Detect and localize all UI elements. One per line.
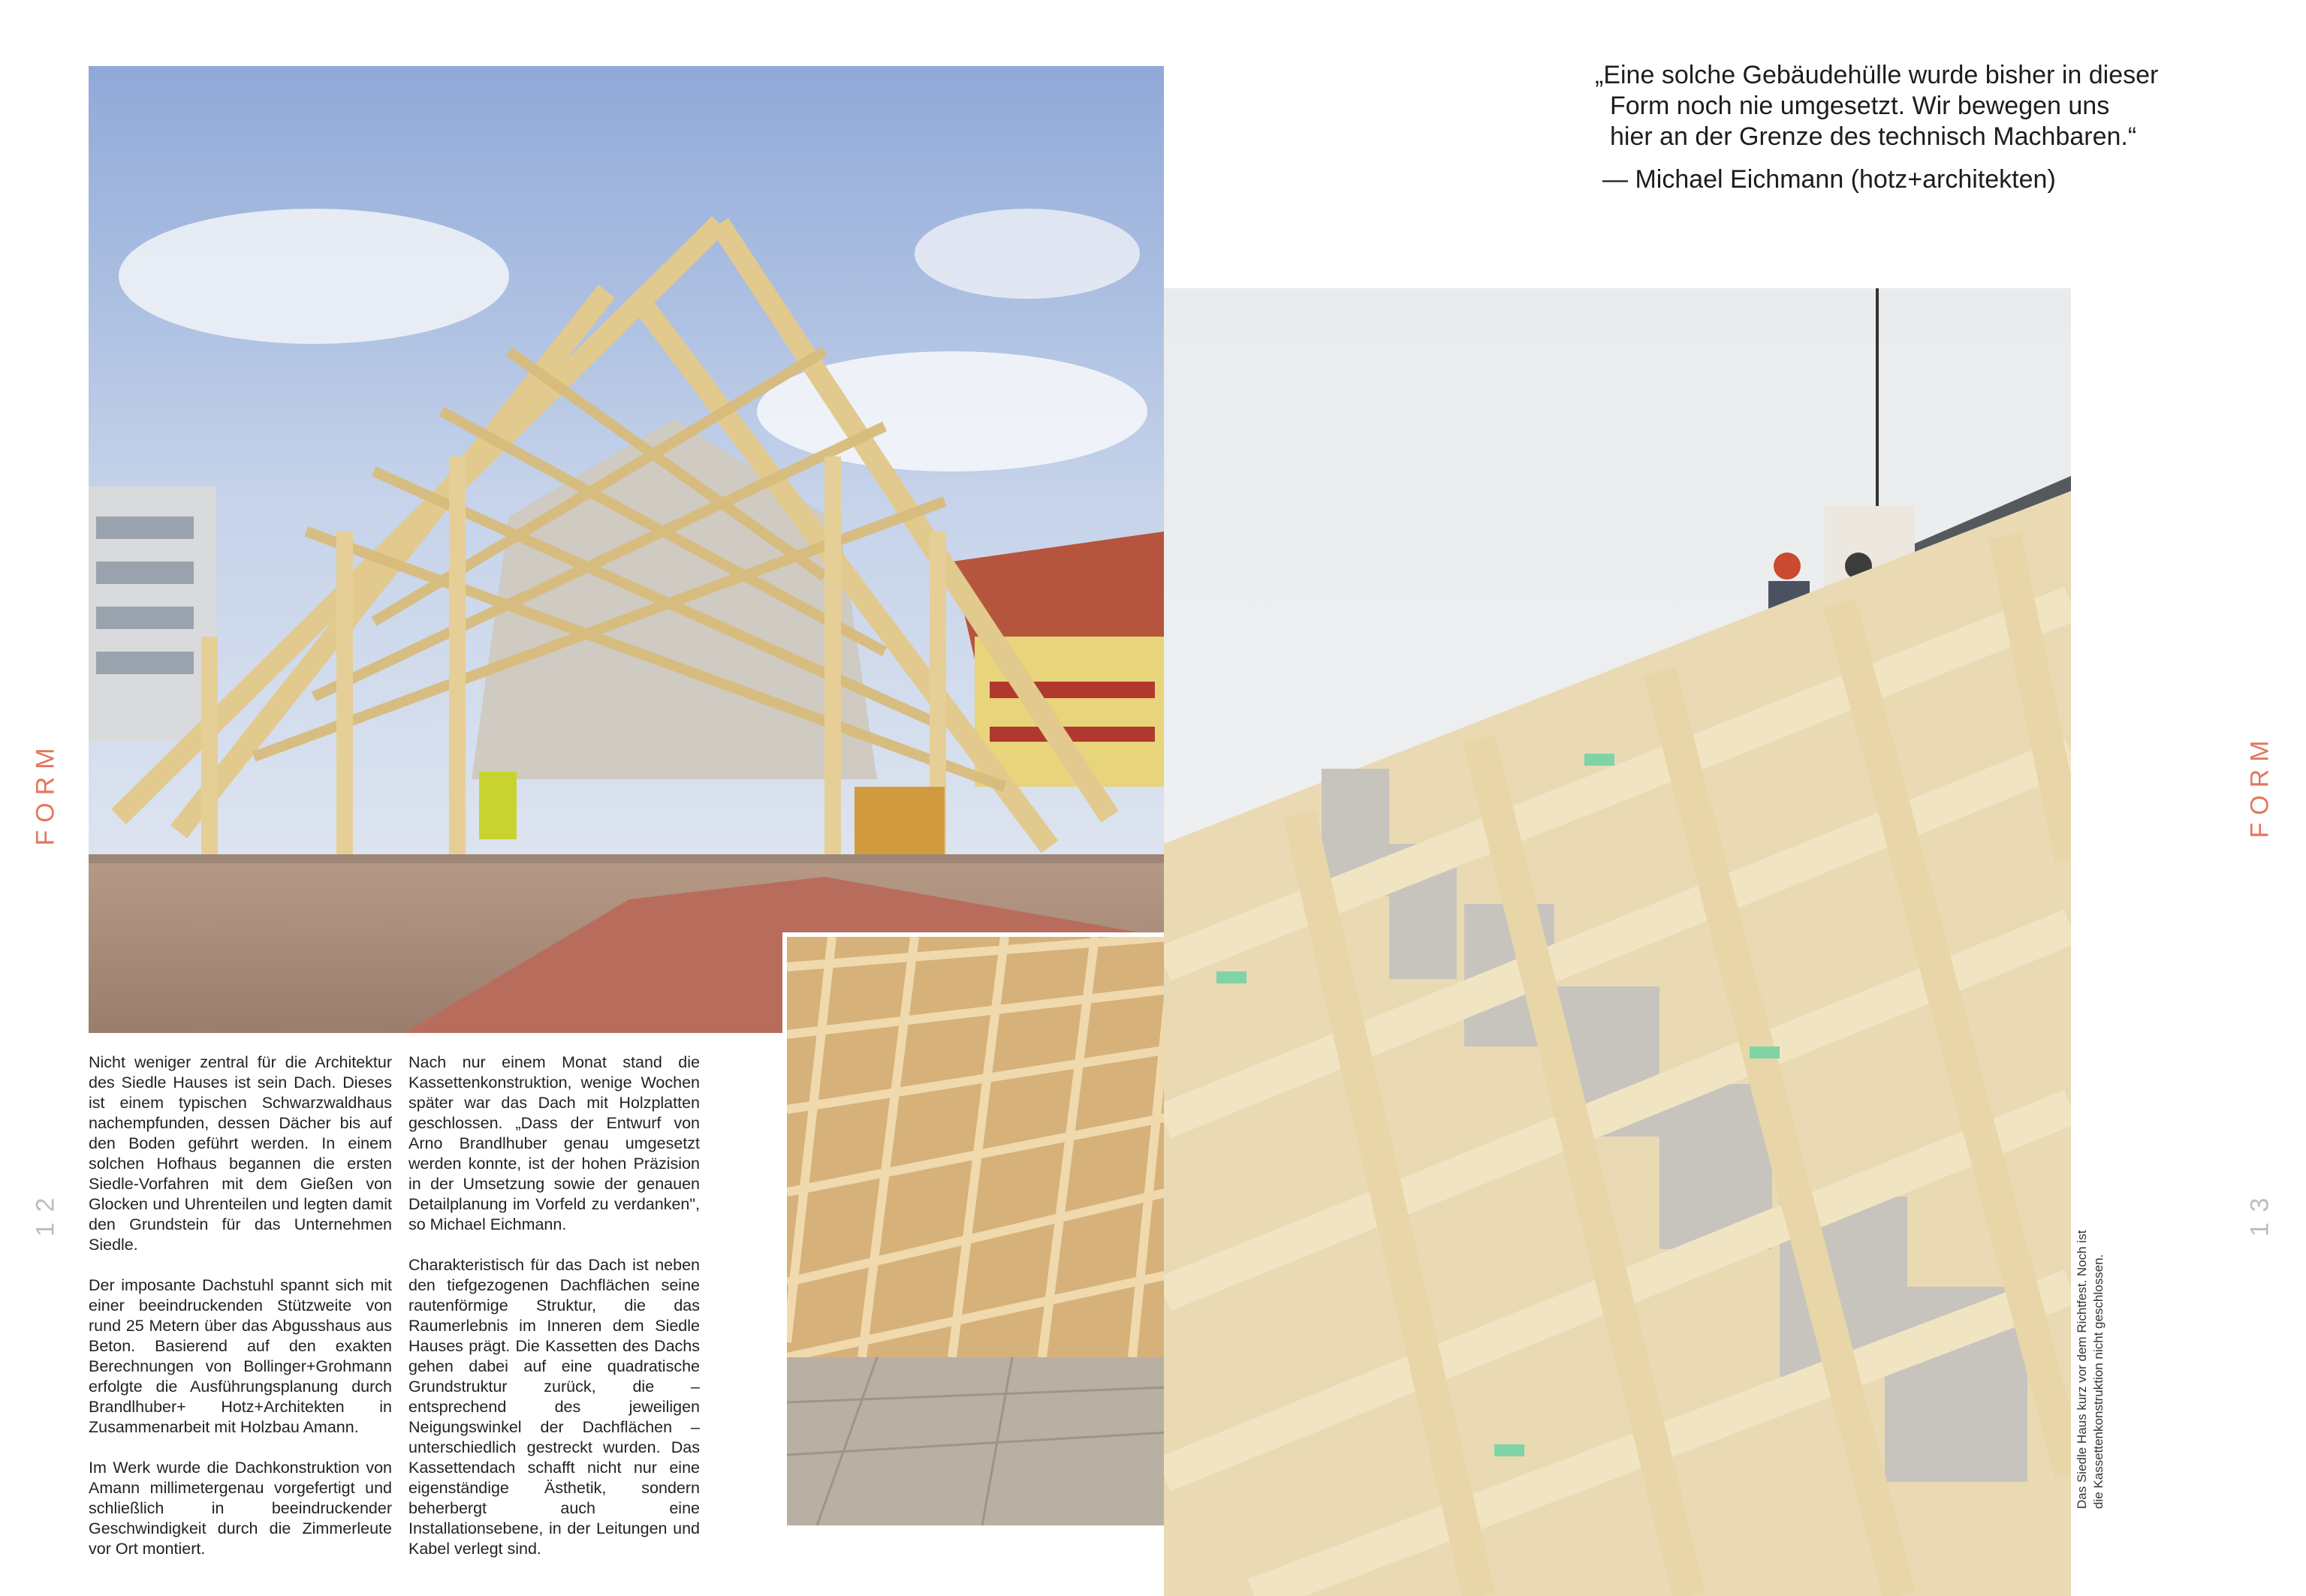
paragraph: Im Werk wurde die Dachkonstruktion von Amann millimetergenau vorgefertigt und schließlich in beeindruckender Geschwindigkeit durch die Zimmerleute vor Ort montiert. <box>89 1459 392 1558</box>
paragraph: Der imposante Dachstuhl spannt sich mit einer beeindruckenden Stützweite von rund 25 Metern über das Abgusshaus aus Beton. Basierend auf den exakten Berechnungen von Bollinger+Grohmann erfolgte die Ausführungsplanung durch Brandlhuber+ Hotz+Architekten in Zusammenarbeit mit Holzbau Amann. <box>89 1276 392 1436</box>
page-number-right: 13 <box>2245 1187 2274 1237</box>
pull-quote <box>1595 60 2271 152</box>
interior-lattice-photo <box>782 932 1168 1525</box>
quote-line: Form noch nie umgesetzt. Wir bewegen uns <box>1610 92 2110 120</box>
caption-line: die Kassettenkonstruktion nicht geschlossen. <box>2091 1254 2106 1509</box>
paragraph: Charakteristisch für das Dach ist neben den tiefgezogenen Dachflächen seine rautenförmige Struktur, die das Raumerlebnis im Inneren dem Siedle Hauses prägt. Die Kassetten des Dachs gehen dabei auf eine quadratische Grundstruktur zurück, die – entsprechend des jeweiligen Neigungswinkel der Dachflächen – unterschiedlich gestreckt wurden. Das Kassettendach schafft nicht nur eine eigenständige Ästhetik, sondern beherbergt auch eine Installationsebene, in der Leitungen und Kabel verlegt sind. <box>408 1256 700 1558</box>
text-column-1 <box>89 1052 392 1579</box>
paragraph: Nicht weniger zentral für die Architektur des Siedle Hauses ist sein Dach. Dieses ist einem typischen Schwarzwaldhaus nachempfunden, dessen Dächer bis auf den Boden geführt werden. In einem solchen Hofhaus begannen die ersten Siedle-Vorfahren mit dem Gießen von Glocken und Uhrenteilen und legten damit den Grundstein für das Unternehmen Siedle. <box>89 1053 392 1254</box>
page-number-left: 12 <box>31 1187 60 1237</box>
roof-construction-photo <box>89 66 1164 1033</box>
photo-caption <box>2074 1230 2107 1509</box>
section-label-left: FORM <box>31 740 60 846</box>
section-label-right: FORM <box>2245 733 2274 839</box>
quote-attribution: — Michael Eichmann (hotz+architekten) <box>1602 165 2056 194</box>
text-column-2 <box>408 1052 700 1579</box>
paragraph: Nach nur einem Monat stand die Kassettenkonstruktion, wenige Wochen später war das Dach mit Holzplatten geschlossen. „Dass der Entwurf von Arno Brandlhuber genau umgesetzt werden konnte, ist der hohen Präzision in der Umsetzung sowie der genauen Detailplanung im Vorfeld zu verdanken", so Michael Eichmann. <box>408 1053 700 1233</box>
quote-line: „Eine solche Gebäudehülle wurde bisher in dieser <box>1595 61 2159 89</box>
caption-line: Das Siedle Haus kurz vor dem Richtfest. Noch ist <box>2075 1230 2089 1509</box>
quote-line: hier an der Grenze des technisch Machbaren.“ <box>1610 122 2137 151</box>
coffer-grid-photo <box>1164 288 2071 1596</box>
